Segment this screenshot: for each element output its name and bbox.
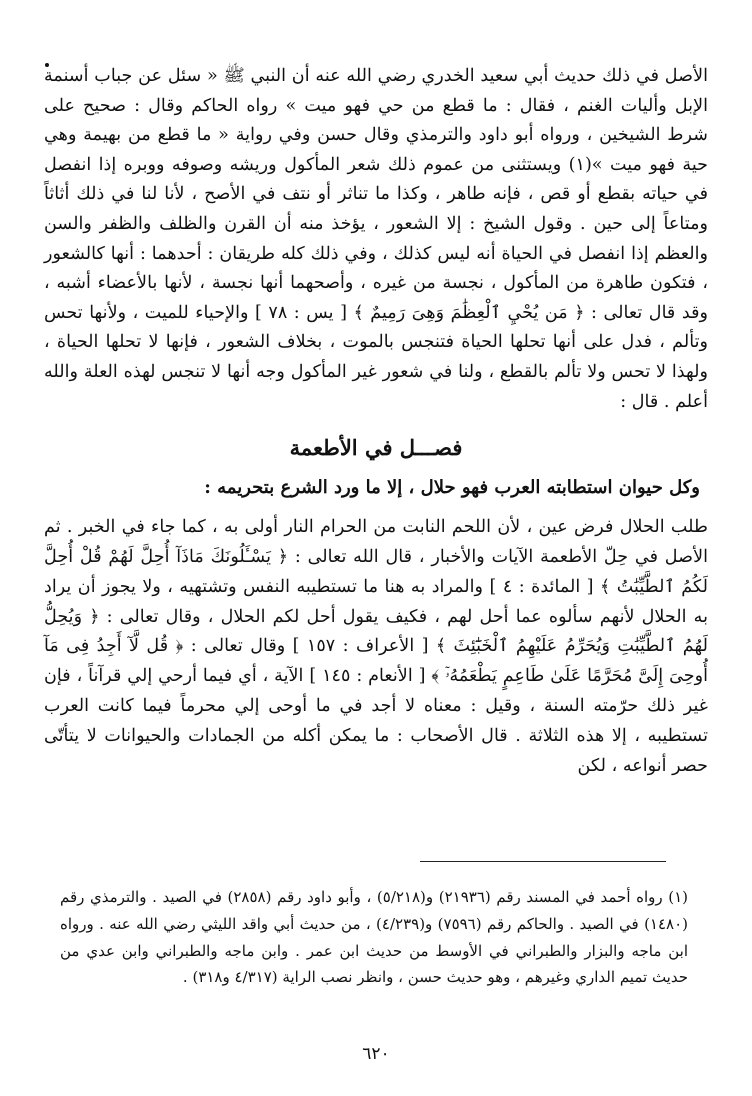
body-paragraph: الأصل في ذلك حديث أبي سعيد الخدري رضي الله عنه أن النبي ﷺ « سئل عن جباب أسنمة الإبل وأليات الغنم ، فقال : ما قطع من حي فهو ميت » رواه الحاكم وقال : صحيح على شرط الشيخين ، ورواه أبو داود والترمذي وقال حسن وفي رواية « ما قطع من بهيمة وهي حية فهو ميت »(١) ويستثنى من عموم ذلك شعر المأكول وريشه وصوفه ووبره إذا انفصل في حياته بقطع أو قص ، فإنه طاهر ، وكذا ما تناثر أو نتف في الأصح ، لأنا لنا في ذلك أثاثاً ومتاعاً إلى حين . وقول الشيخ : إلا الشعور ، يؤخذ منه أن القرن والظلف والظفر والسن والعظم إذا انفصل في الحياة أنه ليس كذلك ، وفي ذلك كله طريقان : أحدهما : أنها كالشعور ، فتكون طاهرة من المأكول ، نجسة من غيره ، وأصحهما أنها نجسة ، لأنها بالأعضاء أشبه ، وقد قال تعالى : ﴿ مَن يُحْيِ ٱلْعِظَٰمَ وَهِىَ رَمِيمٌ ﴾ [ يس : ٧٨ ] والإحياء للميت ، ولأنها تحس وتألم ، فدل على أنها تحلها الحياة فتنجس بالموت ، بخلاف الشعور ، فإنها لا تحلها الحياة ، ولهذا لا تحس ولا تألم بالقطع ، ولنا في شعور غير المأكول وجه أنها لا تنجس لهذه العلة والله أعلم . قال :: [44, 66, 708, 412]
footnote-1: (١) رواه أحمد في المسند رقم (٢١٩٣٦) و(٥/٢١٨) ، وأبو داود رقم (٢٨٥٨) في الصيد . والترمذي رقم (١٤٨٠) في الصيد . والحاكم رقم (٧٥٩٦) و(٤/٢٣٩) ، من حديث أبي واقد الليثي رضي الله عنه . ورواه ابن ماجه والبزار والطبراني في الأوسط من حديث ابن عمر . وابن ماجه والطبراني وابن عدي من حديث تميم الداري وغيرهم ، وهو حديث حسن ، وانظر نصب الراية (٤/٣١٧ و٣١٨) .: [60, 888, 689, 987]
page-body: [44, 62, 708, 781]
section-paragraph: طلب الحلال فرض عين ، لأن اللحم النابت من الحرام النار أولى به ، كما جاء في الخبر . ثم الأصل في حِلّ الأطعمة الآيات والأخبار ، قال الله تعالى : ﴿ يَسْـَٔلُونَكَ مَاذَآ أُحِلَّ لَهُمْ قُلْ أُحِلَّ لَكُمُ ٱلطَّيِّبَٰتُ ﴾ [ المائدة : ٤ ] والمراد به هنا ما تستطيبه النفس وتشتهيه ، ولا يجوز أن يراد به الحلال لأنهم سألوه عما أحل لهم ، فكيف يقول أحل لكم الحلال ، وقال تعالى : ﴿ وَيُحِلُّ لَهُمُ ٱلطَّيِّبَٰتِ وَيُحَرِّمُ عَلَيْهِمُ ٱلْخَبَٰٓئِثَ ﴾ [ الأعراف : ١٥٧ ] وقال تعالى : ﴿ قُل لَّآ أَجِدُ فِى مَآ أُوحِىَ إِلَىَّ مُحَرَّمًا عَلَىٰ طَاعِمٍ يَطْعَمُهُۥٓ ﴾ [ الأنعام : ١٤٥ ] الآية ، أي فيما أرحي إلي قرآناً ، فإن غير ذلك حرّمته السنة ، وقيل : معناه لا أجد في ما أوحى إلي محرماً فيما كانت العرب تستطيبه ، إلا هذه الثلاثة . قال الأصحاب : ما يمكن أكله من الجمادات والحيوانات لا يتأتّى حصر أنواعه ، لكن: [44, 517, 708, 776]
page-number: ٦٢٠: [362, 1044, 390, 1064]
sub-heading: وكل حيوان استطابته العرب فهو حلال ، إلا ما ورد الشرع بتحريمه :: [204, 477, 700, 499]
footnotes: [60, 884, 688, 991]
section-title: فصـــل في الأطعمة: [289, 435, 463, 461]
footnote-divider: [420, 861, 666, 862]
